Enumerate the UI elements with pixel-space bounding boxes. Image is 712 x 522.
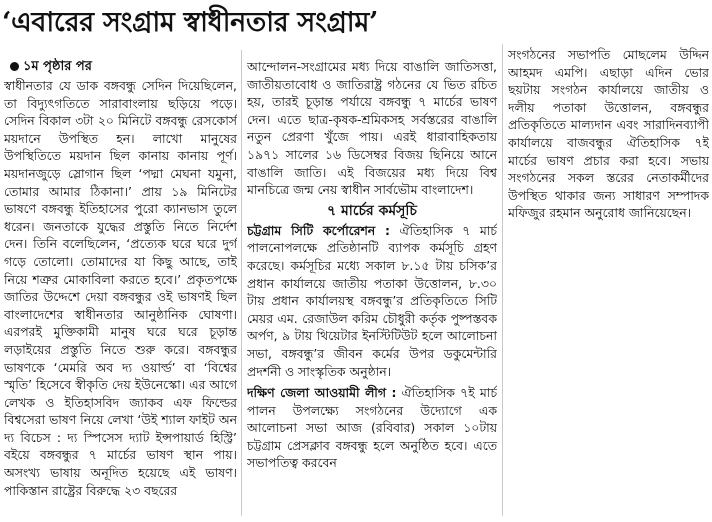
- article-column-3: [508, 46, 709, 266]
- program-org: দক্ষিণ জেলা আওয়ামী লীগ :: [247, 385, 397, 401]
- paragraph: সংগঠনের সভাপতি মোছলেম উদ্দিন আহমদ এমপি। এছাড়া এদিন ভোর ছয়টায় সংগঠন কার্যালয়ে জাতীয় ও দলীয় পতাকা উত্তোলন, বঙ্গবন্ধুর প্রতিকৃতিতে মাল্যদান এবং সারাদিনব্যাপী কার্যালয়ে বাজবন্ধুর ঐতিহাসিক ৭ই মার্চের ভাষণ প্রচার করা হবে। সভায় সংগঠনের সকল স্তরের নেতাকর্মীদের উপস্থিত থাকার জন্য সাধারণ সম্পাদক মফিজুর রহমান অনুরোধ জানিয়েছেন।: [508, 47, 709, 221]
- continued-label: ১ম পৃষ্ঠার পর: [23, 59, 92, 74]
- program-text: ঐতিহাসিক ৭ মার্চ পালনোপলক্ষে প্রতিষ্ঠানটি ব্যাপক কর্মসূচি গ্রহণ করেছে। কর্মসূচির মধ্যে সকাল ৮.১৫ টায় চসিক’র প্রধান কার্যালয়ে জাতীয় পতাকা উত্তোলন, ৮.৩০ টায় প্রধান কার্যালয়স্থ বঙ্গবন্ধু’র প্রতিকৃতিতে সিটি মেয়র এম. রেজাউল করিম চৌধুরী কর্তৃক পুষ্পস্তবক অর্পণ, ৯ টায় থিয়েটার ইনস্টিটিউট হলে আলোচনা সভা, বঙ্গবন্ধু’র জীবন কর্মের উপর ডকুমেন্টারি প্রদর্শনী ও সাংস্কৃতিক অনুষ্ঠান।: [247, 222, 497, 379]
- program-item: [247, 222, 497, 380]
- column-divider-1: [241, 50, 242, 516]
- continued-marker: [4, 58, 237, 76]
- subheading: ৭ মার্চের কর্মসূচি: [327, 202, 417, 219]
- program-text: ঐতিহাসিক ৭ই মার্চ পালন উপলক্ষ্যে সংগঠনের উদ্যোগে এক আলোচনা সভা আজ (রবিবার) সকাল ১০টায় চট্টগ্রাম প্রেসক্লাব বঙ্গবন্ধু হলে অনুষ্ঠিত হবে। এতে সভাপতিত্ব করবেন: [247, 385, 497, 471]
- article-column-1: [4, 58, 237, 520]
- column-divider-2: [502, 44, 503, 516]
- program-org: চট্টগ্রাম সিটি কর্পোরেশন :: [247, 222, 390, 238]
- headline: ‘এবারের সংগ্রাম স্বাধীনতার সংগ্রাম’: [2, 7, 379, 38]
- paragraph: স্বাধীনতার যে ডাক বঙ্গবন্ধু সেদিন দিয়েছিলেন, তা বিদ্যুৎগতিতে সারাবাংলায় ছড়িয়ে পড়ে। সেদিন বিকাল ৩টা ২০ মিনিটে বঙ্গবন্ধু রেসকোর্স ময়দানে উপস্থিত হন। লাখো মানুষের উপস্থিতিতে ময়দান ছিল কানায় কানায় পূর্ণ। ময়দানজুড়ে স্লোগান ছিল ‘পদ্মা মেঘনা যমুনা, তোমার আমার ঠিকানা।’ প্রায় ১৯ মিনিটের ভাষণে বঙ্গবন্ধু ইতিহাসের পুরো ক্যানভাস তুলে ধরেন। জনতাকে যুদ্ধের প্রস্তুতি নিতে নির্দেশ দেন। তিনি বলেছিলেন, ‘প্রত্যেক ঘরে ঘরে দুর্গ গড়ে তোলো। তোমাদের যা কিছু আছে, তাই নিয়ে শত্রুর মোকাবিলা করতে হবে।’ প্রকৃতপক্ষে জাতির উদ্দেশে দেয়া বঙ্গবন্ধুর ওই ভাষণই ছিল বাংলাদেশের স্বাধীনতার আনুষ্ঠানিক ঘোষণা। এরপরই মুক্তিকামী মানুষ ঘরে ঘরে চূড়ান্ত লড়াইয়ের প্রস্তুতি নিতে শুরু করে। বঙ্গবন্ধুর ভাষণকে ‘মেমরি অব দ্য ওয়ার্ল্ড’ বা ‘বিশ্বের স্মৃতি’ হিসেবে স্বীকৃতি দেয় ইউনেস্কো। এর আগে লেখক ও ইতিহাসবিদ জ্যাকব এফ ফিল্ডের বিশ্বসেরা ভাষণ নিয়ে লেখা ‘উই শ্যাল ফাইট অন দ্য বিচেস : দ্য স্পিসেস দ্যাট ইন্সপায়ার্ড হিস্ট্রি’ বইয়ে বঙ্গবন্ধুর ৭ মার্চের ভাষণ স্থান পায়। অসংখ্য ভাষায় অনূদিত হয়েছে এই ভাষণ। পাকিস্তান রাষ্ট্রের বিরুদ্ধে ২৩ বছরের: [4, 78, 237, 498]
- program-item: [247, 384, 497, 472]
- bullet-icon: [10, 62, 19, 71]
- paragraph: আন্দোলন-সংগ্রামের মধ্য দিয়ে বাঙালি জাতিসত্তা, জাতীয়তাবোধ ও জাতিরাষ্ট্র গঠনের যে ভিত রচিত হয়, তারই চূড়ান্ত পর্যায়ে বঙ্গবন্ধু ৭ মার্চের ভাষণ দেন। এতে ছাত্র-কৃষক-শ্রমিকসহ সর্বস্তরের বাঙালি নতুন প্রেরণা খুঁজে পায়। এরই ধারাবাহিকতায় ১৯৭১ সালের ১৬ ডিসেম্বর বিজয় ছিনিয়ে আনে বাঙালি জাতি। এই বিজয়ের মধ্য দিয়ে বিশ্ব মানচিত্রে জন্ম নেয় স্বাধীন সার্বভৌম বাংলাদেশ।: [247, 59, 497, 198]
- article-column-2: [247, 58, 497, 520]
